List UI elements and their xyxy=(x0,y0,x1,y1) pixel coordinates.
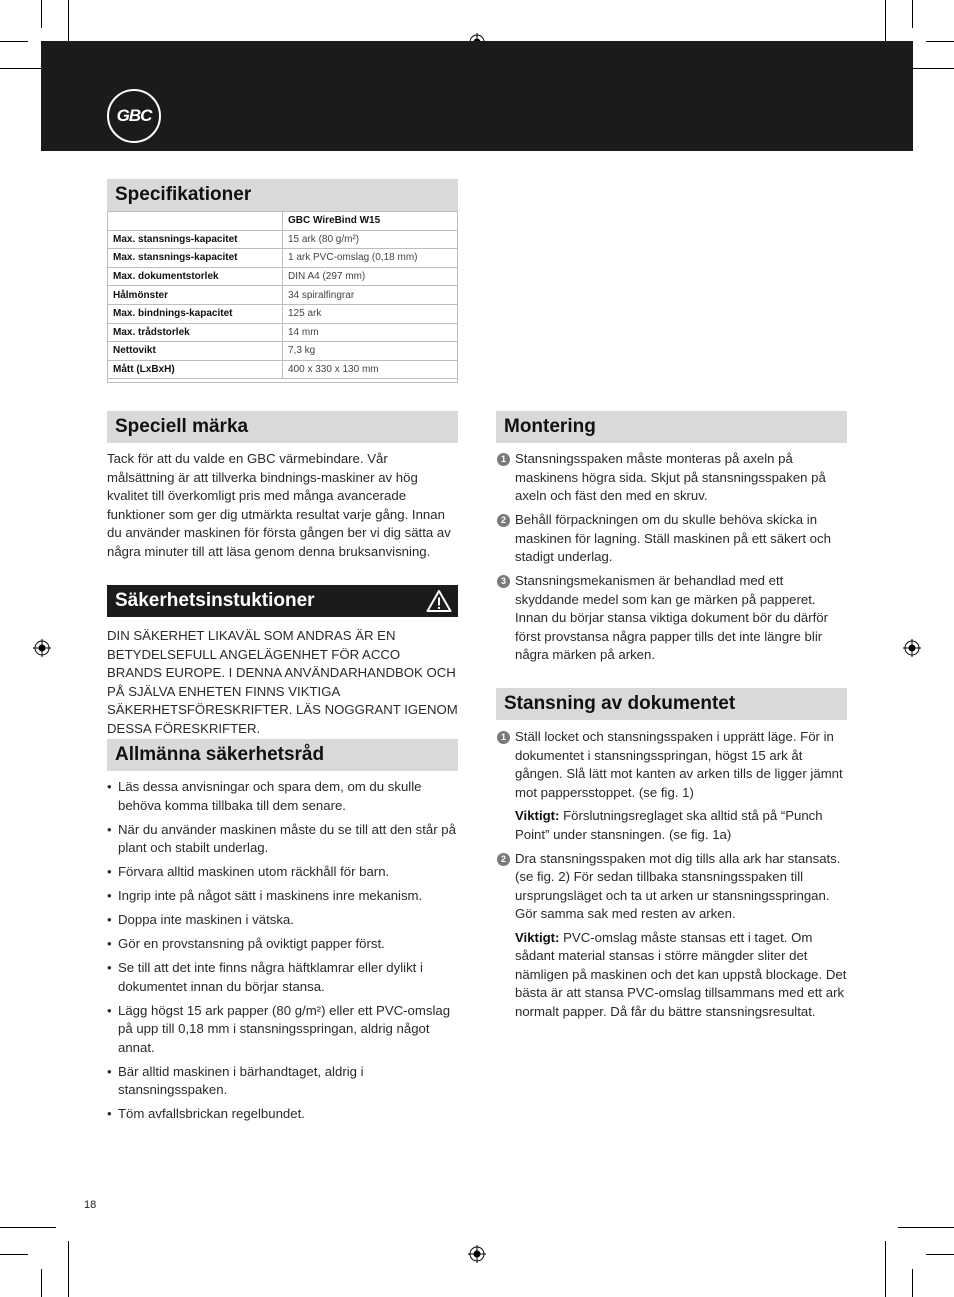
step-text: Stansningsmekanismen är behandlad med ett skyddande medel som kan ge märken på papperet. Innan du börjar stansa viktiga dokument bör du därför först provstansa några papper tills det inte längre blir några märken på arken. xyxy=(515,573,829,662)
crop-mark xyxy=(0,1227,56,1228)
list-item: • Gör en provstansning på oviktigt papper först. xyxy=(107,935,459,954)
list-item: • Töm avfallsbrickan regelbundet. xyxy=(107,1105,459,1124)
table-row xyxy=(108,360,458,379)
spec-value: 34 spiralfingrar xyxy=(283,286,458,305)
step-text: Behåll förpackningen om du skulle behöva skicka in maskinen för lagning. Ställ maskinen på ett säkert och stadigt underlag. xyxy=(515,512,831,564)
list-item: • Bär alltid maskinen i bärhandtaget, aldrig i stansningsspaken. xyxy=(107,1063,459,1100)
table-row xyxy=(108,249,458,268)
list-item: • Förvara alltid maskinen utom räckhåll för barn. xyxy=(107,863,459,882)
crop-mark xyxy=(912,0,913,28)
model-header: GBC WireBind W15 xyxy=(283,212,458,231)
step-number-badge: 1 xyxy=(497,731,510,744)
note-label: Viktigt: xyxy=(515,808,560,823)
page-number: 18 xyxy=(84,1199,97,1211)
spec-value: 14 mm xyxy=(283,323,458,342)
crop-mark xyxy=(912,1269,913,1297)
step-number-badge: 2 xyxy=(497,514,510,527)
spec-value: 125 ark xyxy=(283,304,458,323)
spec-value: DIN A4 (297 mm) xyxy=(283,267,458,286)
spec-label: Max. stansnings-kapacitet xyxy=(108,230,283,249)
step-text: Stansningsspaken måste monteras på axeln på maskinens högra sida. Skjut på stansningsspaken på axeln och fäst den med en skruv. xyxy=(515,451,826,503)
spec-label: Max. bindnings-kapacitet xyxy=(108,304,283,323)
note-text: Förslutningsreglaget ska alltid stå på “Punch Point” under stansningen. (se fig. 1a) xyxy=(515,808,823,842)
step-text: Dra stansningsspaken mot dig tills alla ark har stansats. (se fig. 2) För sedan tillbaka stansningsspaken till ursprungsläget och ta ut arken ur stansningsspringan. Gör samma sak med resten av arken. xyxy=(515,850,841,921)
list-item xyxy=(496,450,848,506)
crop-mark xyxy=(41,1269,42,1297)
important-note xyxy=(515,929,848,1022)
stansning-title: Stansning av dokumentet xyxy=(496,688,847,720)
crop-mark xyxy=(885,1241,886,1297)
list-item xyxy=(496,850,848,1022)
spec-title: Specifikationer xyxy=(107,179,458,211)
list-item: • Läs dessa anvisningar och spara dem, om du skulle behöva komma tillbaka till dem senare. xyxy=(107,778,459,815)
safety-list xyxy=(107,778,459,1129)
stansning-steps xyxy=(496,728,848,1027)
crop-mark xyxy=(41,0,42,28)
spec-label: Mått (LxBxH) xyxy=(108,360,283,379)
step-text: Ställ locket och stansningsspaken i upprätt läge. För in dokumentet i stansningsspringan, högst 15 ark åt gången. Slå lätt mot kanten av arken tills de ligger jämnt mot pappersstoppet. (se fig. 1) xyxy=(515,729,843,800)
list-item: • När du använder maskinen måste du se till att den står på plant och stabilt underlag. xyxy=(107,821,459,858)
important-note xyxy=(515,807,848,844)
note-text: PVC-omslag måste stansas ett i taget. Om sådant material stansas i större mängder sliter det nämligen på maskinen och det kan uppstå blockage. Det bästa är att stansa PVC-omslag tillsammans med ett ark normalt papper. Då får du bättre stansningsresultat. xyxy=(515,929,847,1019)
registration-mark-icon xyxy=(468,1245,486,1263)
header-banner xyxy=(41,41,913,151)
logo-text: GBC xyxy=(116,106,152,125)
table-row xyxy=(108,323,458,342)
note-label: Viktigt: xyxy=(515,929,560,945)
list-item: • Ingrip inte på något sätt i maskinens inre mekanism. xyxy=(107,887,459,906)
list-item xyxy=(496,572,848,665)
list-item xyxy=(496,728,848,844)
step-number-badge: 2 xyxy=(497,853,510,866)
table-row xyxy=(108,230,458,249)
crop-mark xyxy=(0,41,28,42)
montering-steps xyxy=(496,450,848,670)
table-row xyxy=(108,267,458,286)
registration-mark-icon xyxy=(903,639,921,657)
table-row xyxy=(108,286,458,305)
speciell-title: Speciell märka xyxy=(107,411,458,443)
list-item: • Doppa inte maskinen i vätska. xyxy=(107,911,459,930)
speciell-text: Tack för att du valde en GBC värmebindare. Vår målsättning är att tillverka bindnings-maskiner av hög kvalitet till överkomligt pris med många avancerade funktioner som ger dig utmärkta resultat varje gång. Innan du använder maskinen för första gången ber vi dig sätta av några minuter till att läsa genom denna bruksanvisning. xyxy=(107,451,451,559)
table-row xyxy=(108,212,458,231)
sakerhet-text: DIN SÄKERHET LIKAVÄL SOM ANDRAS ÄR EN BETYDELSEFULL ANGELÄGENHET FÖR ACCO BRANDS EUROPE. I DENNA ANVÄNDARHANDBOK OCH PÅ SJÄLVA ENHETEN FINNS VIKTIGA SÄKERHETSFÖRESKRIFTER. LÄS NOGGRANT IGENOM DESSA FÖRESKRIFTER. xyxy=(107,628,458,736)
crop-mark xyxy=(926,41,954,42)
crop-mark xyxy=(898,1227,954,1228)
crop-mark xyxy=(926,1254,954,1255)
sakerhet-title-bar xyxy=(107,585,458,617)
crop-mark xyxy=(0,1254,28,1255)
step-number-badge: 1 xyxy=(497,453,510,466)
crop-mark xyxy=(68,1241,69,1297)
list-item xyxy=(496,511,848,567)
spec-label: Nettovikt xyxy=(108,342,283,361)
spec-label: Hålmönster xyxy=(108,286,283,305)
spec-value: 1 ark PVC-omslag (0,18 mm) xyxy=(283,249,458,268)
list-item: • Se till att det inte finns några häftklamrar eller dylikt i dokumentet innan du börjar stansa. xyxy=(107,959,459,996)
registration-mark-icon xyxy=(33,639,51,657)
list-item: • Lägg högst 15 ark papper (80 g/m²) eller ett PVC-omslag på upp till 0,18 mm i stansningsspringan, aldrig något annat. xyxy=(107,1002,459,1058)
sakerhet-title: Säkerhetsinstuktioner xyxy=(115,590,315,611)
table-row xyxy=(108,304,458,323)
spec-value: 400 x 330 x 130 mm xyxy=(283,360,458,379)
spec-value: 15 ark (80 g/m²) xyxy=(283,230,458,249)
spec-label: Max. dokumentstorlek xyxy=(108,267,283,286)
spec-value: 7,3 kg xyxy=(283,342,458,361)
allmanna-title: Allmänna säkerhetsråd xyxy=(107,739,458,771)
spec-label: Max. stansnings-kapacitet xyxy=(108,249,283,268)
table-row xyxy=(108,342,458,361)
step-number-badge: 3 xyxy=(497,575,510,588)
table-cell xyxy=(108,212,283,231)
gbc-logo xyxy=(107,89,161,143)
montering-title: Montering xyxy=(496,411,847,443)
spec-label: Max. trådstorlek xyxy=(108,323,283,342)
spec-table xyxy=(107,211,458,379)
warning-icon xyxy=(426,589,452,613)
